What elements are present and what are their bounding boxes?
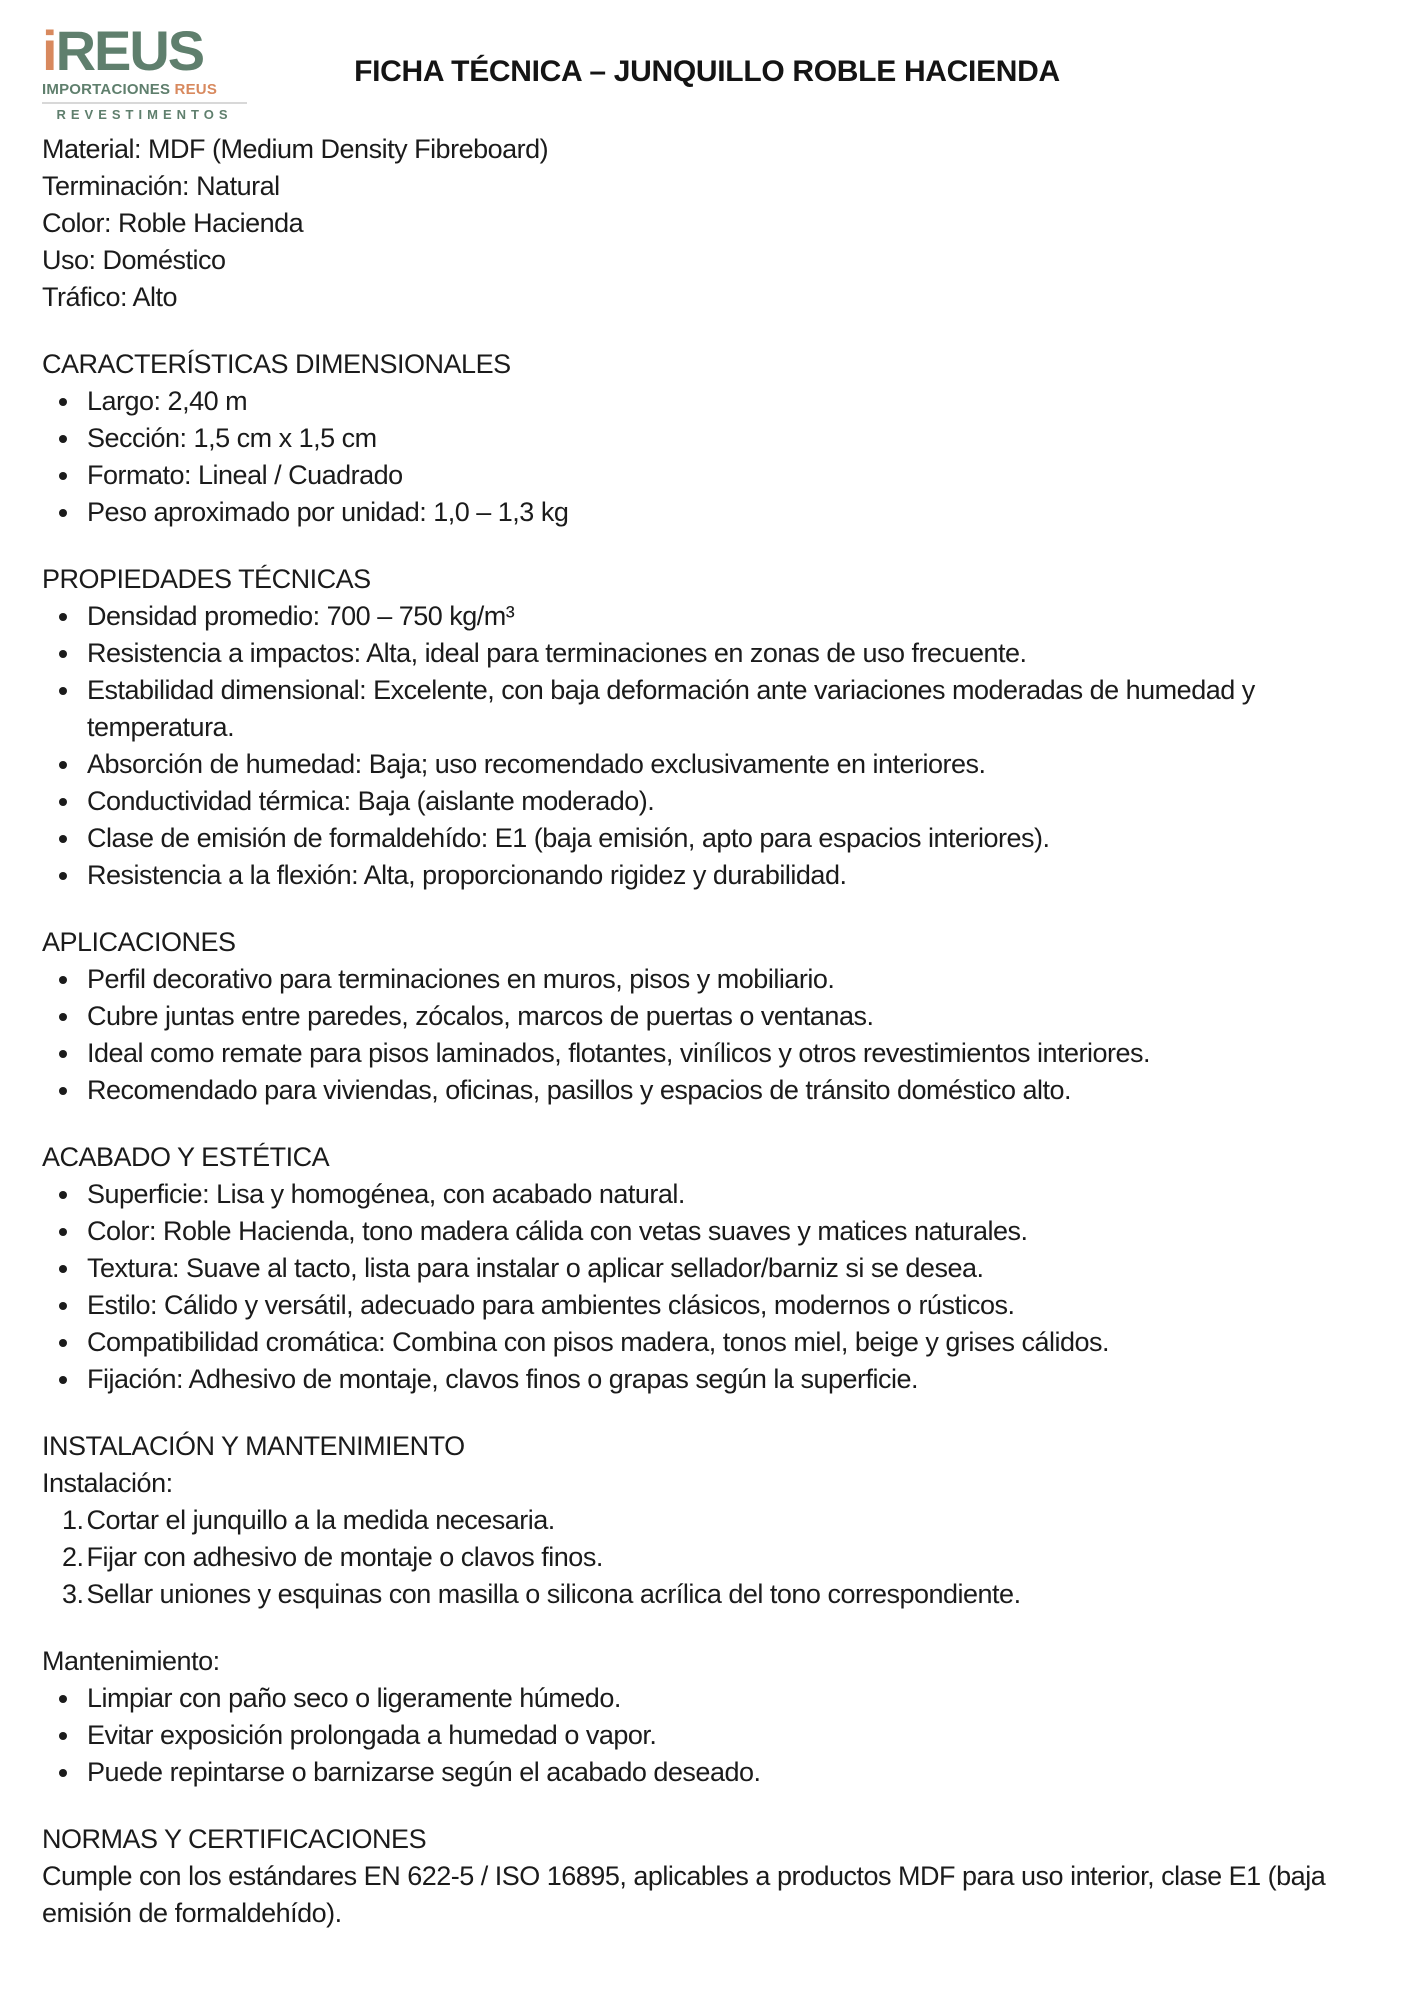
logo-tagline: REVESTIMENTOS (56, 106, 233, 122)
step-number: 1. (62, 1505, 84, 1535)
list-item: Peso aproximado por unidad: 1,0 – 1,3 kg (42, 494, 1372, 531)
list-item: Evitar exposición prolongada a humedad o vapor. (42, 1717, 1372, 1754)
section-aplicaciones (42, 924, 1372, 1109)
intro-line-terminacion: Terminación: Natural (42, 171, 280, 201)
list-item: Estabilidad dimensional: Excelente, con baja deformación ante variaciones moderadas de humedad y temperatura. (42, 672, 1372, 746)
intro-line-trafico: Tráfico: Alto (42, 282, 178, 312)
list-item: Ideal como remate para pisos laminados, flotantes, vinílicos y otros revestimientos interiores. (42, 1035, 1372, 1072)
section-heading: CARACTERÍSTICAS DIMENSIONALES (42, 349, 511, 379)
logo-subtitle-importaciones: IMPORTACIONES (42, 80, 171, 98)
intro-block (42, 131, 1372, 316)
logo-name: REUS (55, 19, 204, 82)
bullet-list (42, 1176, 1372, 1398)
intro-line-color: Color: Roble Hacienda (42, 208, 304, 238)
section-mantenimiento (42, 1643, 1372, 1791)
list-item: Sección: 1,5 cm x 1,5 cm (42, 420, 1372, 457)
normas-paragraph: Cumple con los estándares EN 622-5 / ISO 16895, aplicables a productos MDF para uso interior, clase E1 (baja emisión de formaldehído). (42, 1861, 1326, 1928)
bullet-list (42, 961, 1372, 1109)
page-title: FICHA TÉCNICA – JUNQUILLO ROBLE HACIENDA (354, 55, 1060, 88)
list-item: Absorción de humedad: Baja; uso recomendado exclusivamente en interiores. (42, 746, 1372, 783)
list-item: Puede repintarse o barnizarse según el acabado deseado. (42, 1754, 1372, 1791)
numbered-list (42, 1502, 1372, 1613)
section-caracteristicas-dimensionales (42, 346, 1372, 531)
section-heading: PROPIEDADES TÉCNICAS (42, 564, 371, 594)
bullet-list (42, 383, 1372, 531)
list-item: Conductividad térmica: Baja (aislante moderado). (42, 783, 1372, 820)
list-item: Textura: Suave al tacto, lista para instalar o aplicar sellador/barniz si se desea. (42, 1250, 1372, 1287)
step-number: 3. (62, 1579, 84, 1609)
bullet-list (42, 1680, 1372, 1791)
document-body (42, 131, 1372, 1932)
section-instalacion-mantenimiento (42, 1428, 1372, 1613)
list-item: Fijación: Adhesivo de montaje, clavos finos o grapas según la superficie. (42, 1361, 1372, 1398)
numbered-item (42, 1502, 1372, 1539)
section-heading: INSTALACIÓN Y MANTENIMIENTO (42, 1431, 465, 1461)
section-heading: APLICACIONES (42, 927, 236, 957)
step-text: Sellar uniones y esquinas con masilla o silicona acrílica del tono correspondiente. (86, 1579, 1021, 1609)
numbered-item (42, 1539, 1372, 1576)
list-item: Estilo: Cálido y versátil, adecuado para ambientes clásicos, modernos o rústicos. (42, 1287, 1372, 1324)
step-number: 2. (62, 1542, 84, 1572)
list-item: Limpiar con paño seco o ligeramente húmedo. (42, 1680, 1372, 1717)
step-text: Cortar el junquillo a la medida necesaria. (86, 1505, 555, 1535)
list-item: Compatibilidad cromática: Combina con pisos madera, tonos miel, beige y grises cálidos. (42, 1324, 1372, 1361)
list-item: Superficie: Lisa y homogénea, con acabado natural. (42, 1176, 1372, 1213)
intro-line-uso: Uso: Doméstico (42, 245, 226, 275)
logo-i-letter: i (42, 19, 56, 82)
list-item: Cubre juntas entre paredes, zócalos, marcos de puertas o ventanas. (42, 998, 1372, 1035)
list-item: Clase de emisión de formaldehído: E1 (baja emisión, apto para espacios interiores). (42, 820, 1372, 857)
section-propiedades-tecnicas (42, 561, 1372, 894)
section-acabado-estetica (42, 1139, 1372, 1398)
list-item: Resistencia a la flexión: Alta, proporcionando rigidez y durabilidad. (42, 857, 1372, 894)
list-item: Recomendado para viviendas, oficinas, pasillos y espacios de tránsito doméstico alto. (42, 1072, 1372, 1109)
numbered-item (42, 1576, 1372, 1613)
document-header (42, 19, 1372, 122)
list-item: Largo: 2,40 m (42, 383, 1372, 420)
section-normas-certificaciones (42, 1821, 1372, 1932)
subsection-label-mantenimiento: Mantenimiento: (42, 1646, 220, 1676)
list-item: Formato: Lineal / Cuadrado (42, 457, 1372, 494)
section-heading: NORMAS Y CERTIFICACIONES (42, 1824, 427, 1854)
intro-line-material: Material: MDF (Medium Density Fibreboard) (42, 134, 549, 164)
list-item: Perfil decorativo para terminaciones en muros, pisos y mobiliario. (42, 961, 1372, 998)
section-heading: ACABADO Y ESTÉTICA (42, 1142, 330, 1172)
bullet-list (42, 598, 1372, 894)
list-item: Resistencia a impactos: Alta, ideal para terminaciones en zonas de uso frecuente. (42, 635, 1372, 672)
list-item: Densidad promedio: 700 – 750 kg/m³ (42, 598, 1372, 635)
subsection-label-instalacion: Instalación: (42, 1468, 173, 1498)
list-item: Color: Roble Hacienda, tono madera cálida con vetas suaves y matices naturales. (42, 1213, 1372, 1250)
step-text: Fijar con adhesivo de montaje o clavos finos. (86, 1542, 603, 1572)
logo-divider (42, 102, 247, 104)
logo-subtitle-reus: REUS (174, 80, 218, 98)
